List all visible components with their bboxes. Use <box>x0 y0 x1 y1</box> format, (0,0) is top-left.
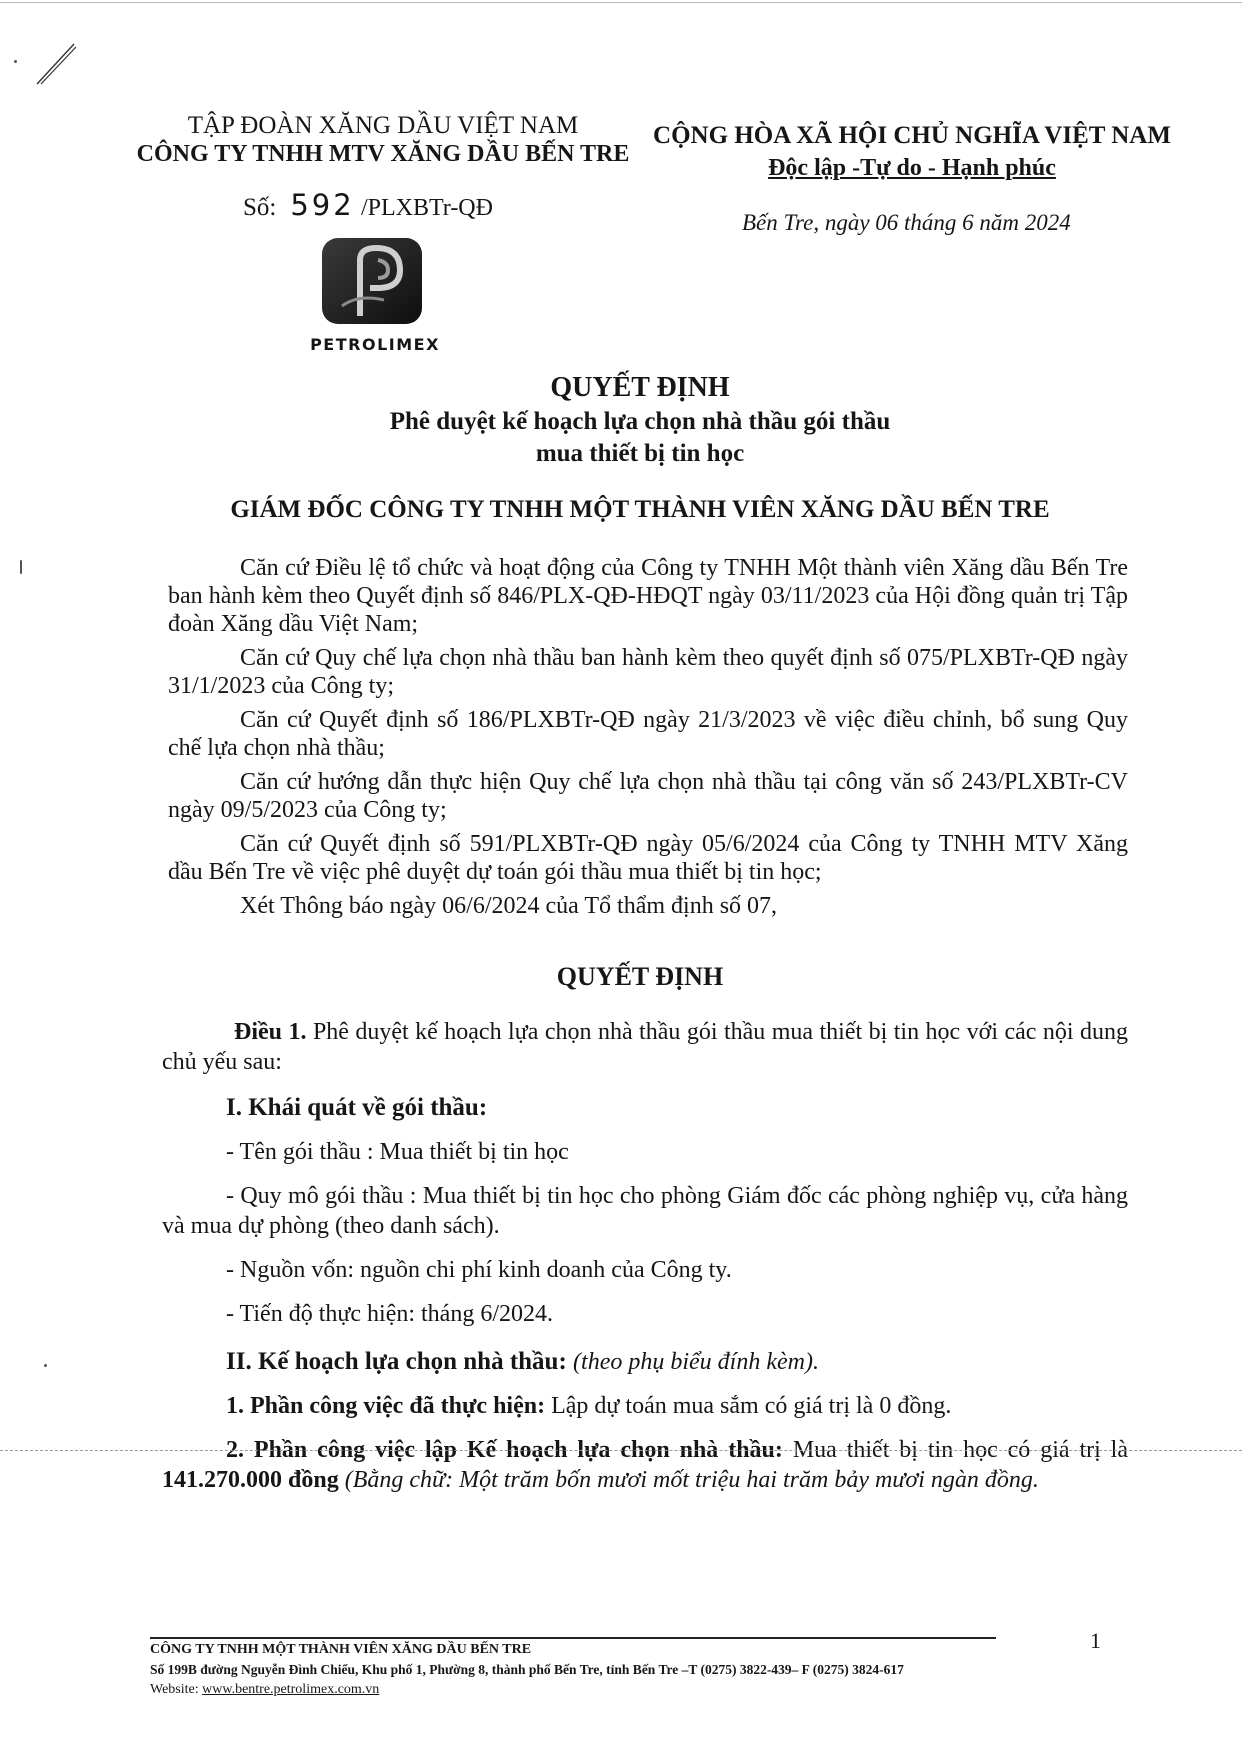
national-motto: Độc lập -Tự do - Hạnh phúc <box>768 155 1056 181</box>
footer-website-link[interactable]: www.bentre.petrolimex.com.vn <box>202 1682 380 1697</box>
preamble-clause: Căn cứ Quyết định số 186/PLXBTr-QĐ ngày 21/3/2023 về việc điều chỉnh, bổ sung Quy chế lựa chọn nhà thầu; <box>168 707 1128 761</box>
footer-website-line <box>150 1680 1080 1700</box>
country-name: CỘNG HÒA XÃ HỘI CHỦ NGHĨA VIỆT NAM <box>653 122 1171 149</box>
logo-wordmark: PETROLIMEX <box>310 335 440 354</box>
part-2-amount-in-words: (Bằng chữ: Một trăm bốn mươi mốt triệu hai trăm bảy mươi ngàn đồng. <box>344 1467 1039 1493</box>
document-number <box>243 188 493 222</box>
article-1-label: Điều 1. <box>234 1019 307 1045</box>
company-name: CÔNG TY TNHH MTV XĂNG DẦU BẾN TRE <box>136 141 630 167</box>
section-1-title: I. Khái quát về gói thầu: <box>226 1094 488 1121</box>
issue-date: Bến Tre, ngày 06 tháng 6 năm 2024 <box>742 210 1071 235</box>
article-1-text: Phê duyệt kế hoạch lựa chọn nhà thầu gói thầu mua thiết bị tin học với các nội dung chủ yếu sau: <box>162 1019 1129 1075</box>
scan-speck <box>44 1364 47 1367</box>
part-1-label: 1. Phần công việc đã thực hiện: <box>226 1393 546 1419</box>
parent-organization: TẬP ĐOÀN XĂNG DẦU VIỆT NAM <box>187 112 579 139</box>
issuing-authority: GIÁM ĐỐC CÔNG TY TNHH MỘT THÀNH VIÊN XĂNG DẦU BẾN TRE <box>230 496 1050 523</box>
part-2-label: 2. Phần công việc lập Kế hoạch lựa chọn nhà thầu: <box>226 1437 783 1463</box>
page-number: 1 <box>1090 1628 1101 1653</box>
preamble-clause: Căn cứ Điều lệ tổ chức và hoạt động của Công ty TNHH Một thành viên Xăng dầu Bến Tre ban hành kèm theo Quyết định số 846/PLX-QĐ-HĐQT ngày 03/11/2023 của Hội đồng quản trị Tập đoàn Xăng dầu Việt Nam; <box>168 555 1128 637</box>
scan-speck <box>14 60 17 63</box>
decision-heading-2: QUYẾT ĐỊNH <box>556 962 724 991</box>
list-item: - Quy mô gói thầu : Mua thiết bị tin học cho phòng Giám đốc các phòng nghiệp vụ, cửa hàng và mua dự phòng (theo danh sách). <box>162 1183 1128 1239</box>
scan-fold-line <box>0 1450 1242 1451</box>
footer-company: CÔNG TY TNHH MỘT THÀNH VIÊN XĂNG DẦU BẾN TRE <box>150 1642 532 1657</box>
scan-speck <box>20 560 22 574</box>
list-item: - Tiến độ thực hiện: tháng 6/2024. <box>226 1301 553 1327</box>
document-number-value: 592 <box>290 188 355 222</box>
list-item: - Tên gói thầu : Mua thiết bị tin học <box>226 1139 569 1165</box>
preamble <box>168 554 1128 926</box>
section-2-note: (theo phụ biểu đính kèm). <box>573 1349 819 1375</box>
part-2 <box>162 1435 1128 1495</box>
preamble-clause: Xét Thông báo ngày 06/6/2024 của Tổ thẩm định số 07, <box>240 893 778 919</box>
article-1 <box>162 1017 1128 1495</box>
footer-address: Số 199B đường Nguyễn Đình Chiểu, Khu phố 1, Phường 8, thành phố Bến Tre, tỉnh Bến Tre –T (0275) 3822-439– F (0275) 3824-617 <box>150 1662 904 1677</box>
part-1 <box>162 1391 1128 1421</box>
pen-mark-icon <box>34 40 78 86</box>
document-number-suffix: /PLXBTr-QĐ <box>360 195 493 221</box>
national-header <box>642 120 1182 184</box>
part-1-text: Lập dự toán mua sắm có giá trị là 0 đồng. <box>551 1393 952 1419</box>
decision-title <box>150 370 1130 470</box>
article-1-intro <box>162 1017 1128 1077</box>
footer <box>150 1640 1080 1700</box>
petrolimex-logo-icon <box>320 236 424 326</box>
preamble-clause: Căn cứ hướng dẫn thực hiện Quy chế lựa chọn nhà thầu tại công văn số 243/PLXBTr-CV ngày 09/5/2023 của Công ty; <box>168 769 1128 823</box>
decision-heading: QUYẾT ĐỊNH <box>550 372 730 403</box>
footer-divider <box>150 1637 996 1639</box>
issuer-block <box>118 112 648 168</box>
part-2-text: Mua thiết bị tin học có giá trị là <box>792 1437 1129 1463</box>
preamble-clause: Căn cứ Quy chế lựa chọn nhà thầu ban hành kèm theo quyết định số 075/PLXBTr-QĐ ngày 31/1/2023 của Công ty; <box>168 645 1128 699</box>
footer-website-label: Website: <box>150 1682 199 1697</box>
decision-subject-line2: mua thiết bị tin học <box>535 440 745 467</box>
section-2-title <box>162 1347 1128 1377</box>
decision-subject-line1: Phê duyệt kế hoạch lựa chọn nhà thầu gói thầu <box>389 408 891 435</box>
part-2-amount: 141.270.000 đồng <box>162 1467 339 1493</box>
list-item: - Nguồn vốn: nguồn chi phí kinh doanh của Công ty. <box>226 1257 732 1283</box>
section-2-label: II. Kế hoạch lựa chọn nhà thầu: <box>226 1348 567 1375</box>
preamble-clause: Căn cứ Quyết định số 591/PLXBTr-QĐ ngày 05/6/2024 của Công ty TNHH MTV Xăng dầu Bến Tre về việc phê duyệt dự toán gói thầu mua thiết bị tin học; <box>168 831 1128 885</box>
scan-top-edge <box>0 2 1242 3</box>
document-number-label: Số: <box>243 194 277 221</box>
